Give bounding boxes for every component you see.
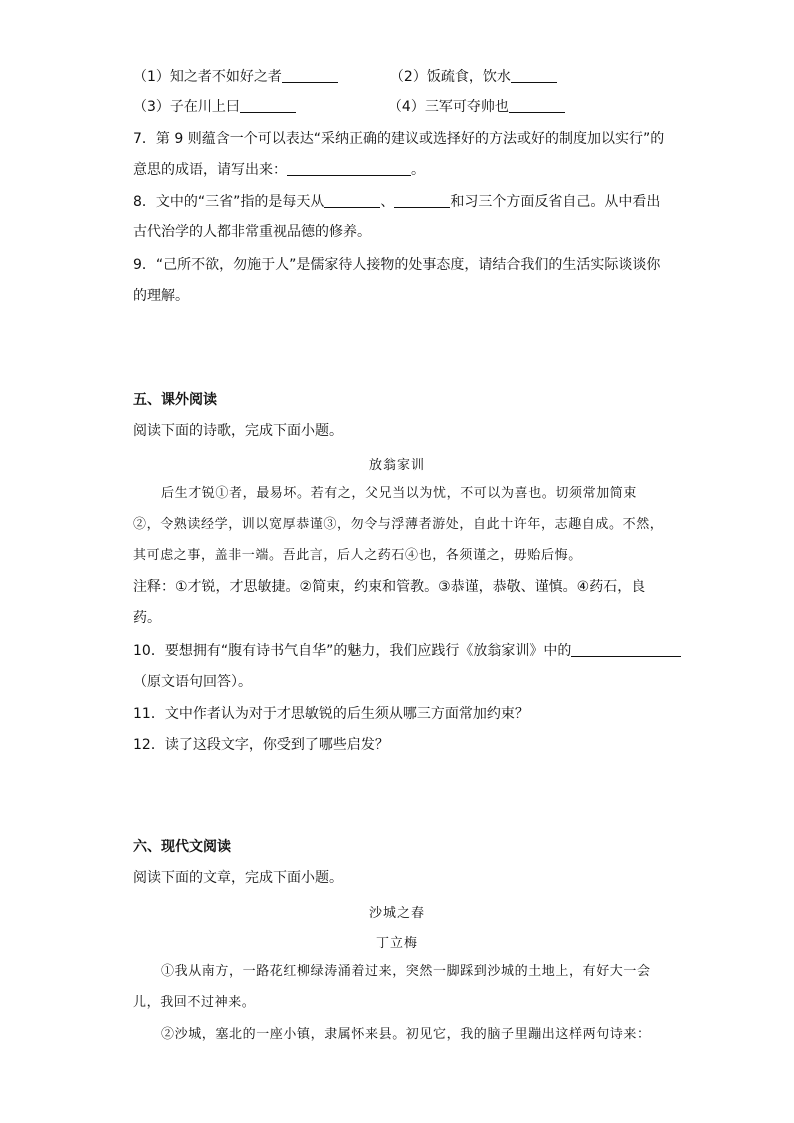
question-9-line-2: 的理解。 — [133, 288, 189, 304]
section-5-text-title: 放翁家训 — [368, 458, 425, 473]
section-5-note-line: 药。 — [133, 610, 161, 626]
answer-blank[interactable] — [509, 98, 565, 113]
question-10-line-2: （原文语句回答）。 — [133, 674, 252, 690]
question-12: 12．读了这段文字，你受到了哪些启发？ — [133, 737, 389, 753]
question-7-line-2 — [133, 161, 425, 179]
question-9-line-1: 9．“己所不欲，勿施于人”是儒家待人接物的处事态度，请结合我们的生活实际谈谈你 — [133, 257, 661, 273]
answer-blank[interactable] — [571, 642, 681, 657]
question-7-end: 。 — [411, 162, 425, 178]
section-6-author: 丁立梅 — [375, 936, 418, 951]
section-6-paragraph-line: 儿，我回不过神来。 — [133, 995, 256, 1010]
question-11: 11．文中作者认为对于才思敏锐的后生须从哪三方面常加约束？ — [133, 706, 529, 722]
answer-blank[interactable] — [287, 161, 411, 176]
question-8-rest: 和习三个方面反省自己。从中看出 — [450, 194, 661, 210]
question-item-3: （3）子在川上曰 — [133, 99, 240, 115]
question-item-row-2 — [133, 98, 565, 116]
question-8-separator: 、 — [380, 194, 395, 210]
section-6-heading: 六、现代文阅读 — [133, 839, 231, 855]
section-5-paragraph-line: 其可虑之事，盖非一端。吾此言，后人之药石④也，各须谨之，毋贻后悔。 — [133, 548, 582, 563]
question-item-2: （2）饭疏食，饮水 — [389, 69, 511, 85]
section-6-text-title: 沙城之春 — [368, 906, 425, 921]
question-7-line-1: 7．第 9 则蕴含一个可以表达“采纳正确的建议或选择好的方法或好的制度加以实行”的 — [133, 131, 665, 147]
section-5-note-line: 注释：①才锐，才思敏捷。②简束，约束和管教。③恭谨，恭敬、谨慎。④药石，良 — [133, 579, 646, 595]
answer-blank[interactable] — [240, 98, 296, 113]
question-item-row-1 — [133, 68, 557, 86]
question-10-prompt: 10．要想拥有“腹有诗书气自华”的魅力，我们应践行《放翁家训》中的 — [133, 643, 572, 659]
section-5-paragraph-line: ②，令熟读经学，训以宽厚恭谨③，勿令与浮薄者游处，自此十许年，志趣自成。不然， — [133, 517, 664, 532]
section-5-instruction: 阅读下面的诗歌，完成下面小题。 — [133, 423, 343, 439]
question-8-line-2: 古代治学的人都非常重视品德的修养。 — [133, 224, 371, 240]
question-item-4: （4）三军可夺帅也 — [387, 99, 509, 115]
answer-blank[interactable] — [324, 193, 380, 208]
answer-blank[interactable] — [394, 193, 450, 208]
section-6-paragraph-line: ①我从南方，一路花红柳绿涛涌着过来，突然一脚踩到沙城的土地上，有好大一会 — [161, 964, 651, 979]
question-8-prompt: 8．文中的“三省”指的是每天从 — [133, 194, 325, 210]
question-item-1: （1）知之者不如好之者 — [133, 69, 282, 85]
section-6-paragraph-line: ②沙城，塞北的一座小镇，隶属怀来县。初见它，我的脑子里蹦出这样两句诗来： — [161, 1027, 651, 1042]
section-6-instruction: 阅读下面的文章，完成下面小题。 — [133, 870, 343, 886]
answer-blank[interactable] — [282, 68, 338, 83]
answer-blank[interactable] — [511, 68, 557, 83]
section-5-paragraph-line: 后生才锐①者，最易坏。若有之，父兄当以为忧，不可以为喜也。切须常加简束 — [161, 486, 638, 501]
question-10-line-1 — [133, 642, 681, 660]
question-8-line-1 — [133, 193, 660, 211]
question-7-prompt: 意思的成语，请写出来： — [133, 162, 287, 178]
section-5-heading: 五、课外阅读 — [133, 392, 217, 408]
